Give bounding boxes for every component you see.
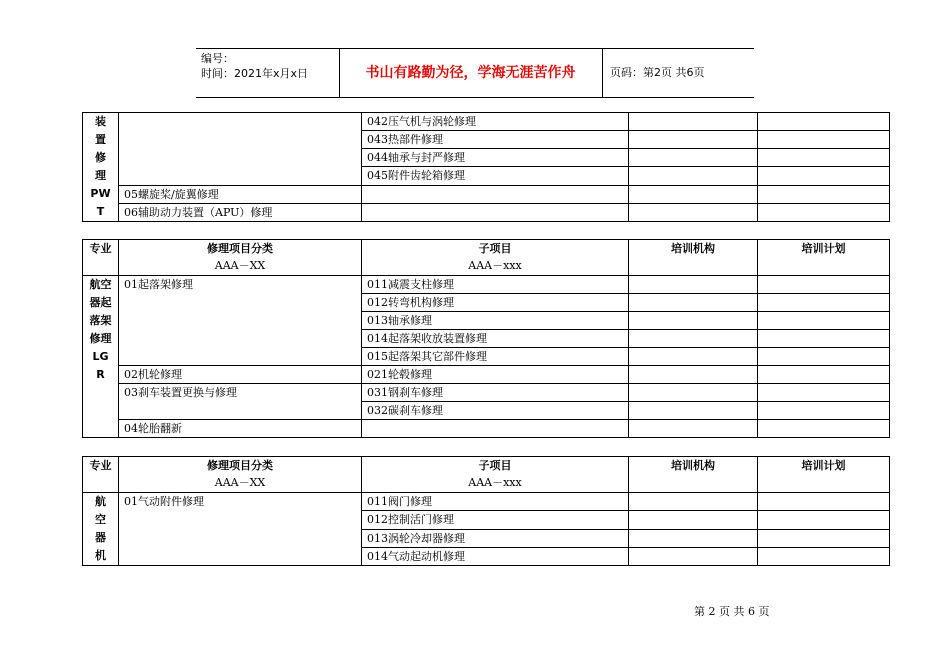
table-row (83, 420, 890, 438)
time-label: 时间：2021年x月x日 (201, 67, 309, 80)
specialty-char: 空 (95, 513, 106, 526)
org-cell (629, 529, 758, 547)
specialty-char: R (96, 368, 105, 381)
header-category-label: 修理项目分类 (207, 242, 273, 255)
header-plan: 培训计划 (758, 240, 890, 276)
number-label: 编号： (201, 52, 234, 65)
specialty-char: 置 (95, 133, 106, 146)
org-cell (629, 420, 758, 438)
table-row (83, 185, 890, 203)
subitem-cell: 014起落架收放装置修理 (362, 330, 629, 348)
category-cell: 01起落架修理 (119, 276, 362, 366)
specialty-char: T (96, 205, 105, 218)
org-cell (629, 348, 758, 366)
subitem-cell: 011减震支柱修理 (362, 276, 629, 294)
category-cell: 01气动附件修理 (119, 493, 362, 566)
plan-cell (758, 493, 890, 511)
org-cell (629, 113, 758, 131)
org-cell (629, 131, 758, 149)
header-subitem-label: 子项目 (478, 459, 512, 472)
header-left (201, 51, 339, 81)
table-row (83, 493, 890, 511)
subitem-cell: 042压气机与涡轮修理 (362, 113, 629, 131)
specialty-cell (83, 113, 119, 222)
table-row (83, 203, 890, 221)
subitem-cell: 013涡轮冷却器修理 (362, 529, 629, 547)
plan-cell (758, 167, 890, 185)
header-divider (602, 49, 603, 97)
plan-cell (758, 131, 890, 149)
org-cell (629, 294, 758, 312)
table-row (83, 366, 890, 384)
header-category-code: AAA－XX (214, 476, 266, 489)
subitem-cell: 014气动起动机修理 (362, 547, 629, 565)
org-cell (629, 149, 758, 167)
header-org: 培训机构 (629, 240, 758, 276)
specialty-char: LG (92, 350, 109, 363)
table-lgr (82, 239, 890, 438)
header-subitem-label: 子项目 (478, 242, 512, 255)
subitem-cell: 011阀门修理 (362, 493, 629, 511)
org-cell (629, 547, 758, 565)
specialty-char: 器 (95, 531, 106, 544)
specialty-char: 落架 (89, 314, 112, 327)
plan-cell (758, 294, 890, 312)
plan-cell (758, 420, 890, 438)
page-footer: 第 2 页 共 6 页 (694, 605, 770, 618)
header-category (119, 240, 362, 276)
plan-cell (758, 276, 890, 294)
specialty-char: PW (90, 187, 111, 200)
header-subitem-code: AAA－xxx (468, 259, 522, 272)
org-cell (629, 511, 758, 529)
subitem-cell: 013轴承修理 (362, 312, 629, 330)
plan-cell (758, 511, 890, 529)
specialty-cell (83, 276, 119, 438)
org-cell (629, 384, 758, 402)
header-subitem-code: AAA－xxx (468, 476, 522, 489)
specialty-char: 修理 (89, 332, 112, 345)
plan-cell (758, 185, 890, 203)
subitem-cell (362, 185, 629, 203)
header-org: 培训机构 (629, 457, 758, 493)
specialty-char: 航空 (89, 278, 112, 291)
plan-cell (758, 547, 890, 565)
plan-cell (758, 330, 890, 348)
table-row (83, 113, 890, 131)
org-cell (629, 402, 758, 420)
plan-cell (758, 402, 890, 420)
header-subitem (362, 457, 629, 493)
specialty-char: 器起 (89, 296, 112, 309)
org-cell (629, 312, 758, 330)
header-motto: 书山有路勤为径，学海无涯苦作舟 (365, 65, 576, 81)
plan-cell (758, 384, 890, 402)
org-cell (629, 330, 758, 348)
org-cell (629, 366, 758, 384)
plan-cell (758, 366, 890, 384)
category-cell (119, 113, 362, 186)
plan-cell (758, 312, 890, 330)
specialty-char: 修 (95, 151, 106, 164)
org-cell (629, 276, 758, 294)
subitem-cell (362, 203, 629, 221)
table-header-row (83, 240, 890, 276)
specialty-char: 航 (95, 495, 106, 508)
plan-cell (758, 529, 890, 547)
subitem-cell: 012转弯机构修理 (362, 294, 629, 312)
plan-cell (758, 149, 890, 167)
specialty-cell (83, 493, 119, 566)
header-page-code: 页码：第2页 共6页 (610, 66, 705, 79)
table-row (83, 276, 890, 294)
header-category (119, 457, 362, 493)
subitem-cell: 021轮毂修理 (362, 366, 629, 384)
subitem-cell: 015起落架其它部件修理 (362, 348, 629, 366)
specialty-char: 理 (95, 169, 106, 182)
header-specialty: 专业 (83, 457, 119, 493)
subitem-cell (362, 420, 629, 438)
org-cell (629, 203, 758, 221)
category-cell: 02机轮修理 (119, 366, 362, 384)
table-row (83, 384, 890, 402)
page-header (196, 48, 754, 98)
subitem-cell: 045附件齿轮箱修理 (362, 167, 629, 185)
table-pwt (82, 112, 890, 222)
header-subitem (362, 240, 629, 276)
category-cell: 06辅助动力装置（APU）修理 (119, 203, 362, 221)
org-cell (629, 493, 758, 511)
subitem-cell: 031钢刹车修理 (362, 384, 629, 402)
subitem-cell: 044轴承与封严修理 (362, 149, 629, 167)
header-category-label: 修理项目分类 (207, 459, 273, 472)
table-pneumatic (82, 456, 890, 566)
subitem-cell: 043热部件修理 (362, 131, 629, 149)
category-cell: 03刹车装置更换与修理 (119, 384, 362, 420)
org-cell (629, 167, 758, 185)
plan-cell (758, 348, 890, 366)
subitem-cell: 012控制活门修理 (362, 511, 629, 529)
category-cell: 04轮胎翻新 (119, 420, 362, 438)
header-plan: 培训计划 (758, 457, 890, 493)
plan-cell (758, 113, 890, 131)
table-header-row (83, 457, 890, 493)
plan-cell (758, 203, 890, 221)
header-specialty: 专业 (83, 240, 119, 276)
specialty-char: 机 (95, 549, 106, 562)
org-cell (629, 185, 758, 203)
header-category-code: AAA－XX (214, 259, 266, 272)
subitem-cell: 032碳刹车修理 (362, 402, 629, 420)
specialty-char: 装 (95, 115, 106, 128)
category-cell: 05螺旋桨/旋翼修理 (119, 185, 362, 203)
